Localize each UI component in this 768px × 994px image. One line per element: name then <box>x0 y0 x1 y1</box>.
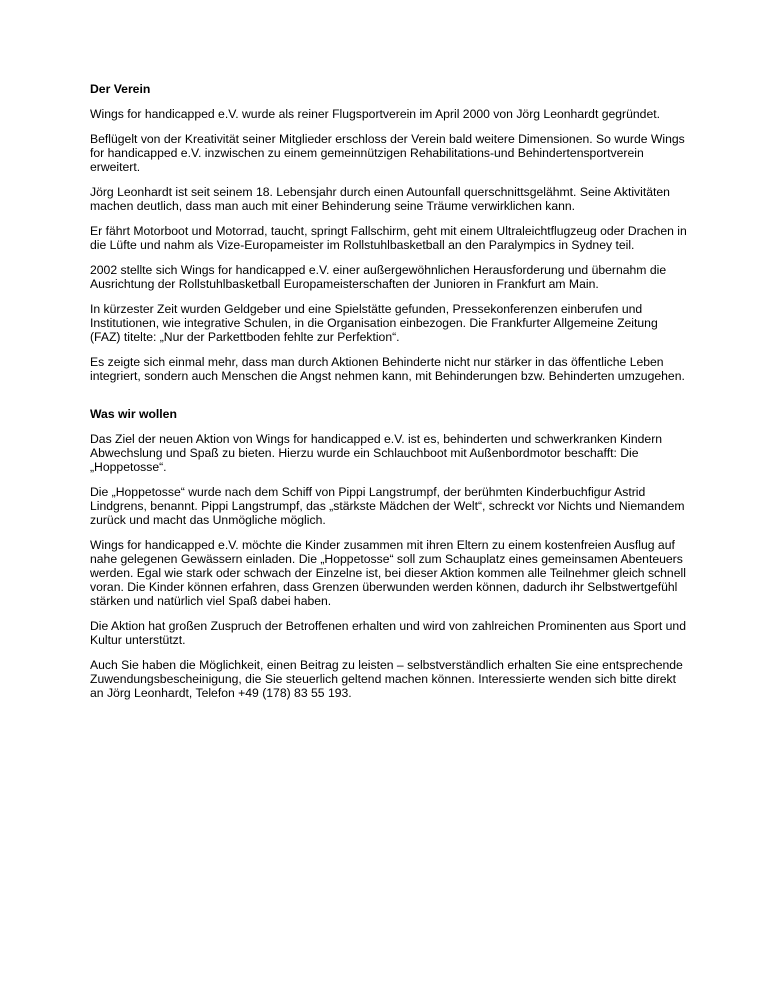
paragraph: Wings for handicapped e.V. wurde als reiner Flugsportverein im April 2000 von Jörg Leonhardt gegründet. <box>90 107 660 121</box>
section-spacer <box>90 394 690 407</box>
paragraph: Er fährt Motorboot und Motorrad, taucht, springt Fallschirm, geht mit einem Ultraleichtflugzeug oder Drachen in die Lüfte und nahm als Vize-Europameister im Rollstuhlbasketball an den Paralympics in Sydney teil. <box>90 224 687 252</box>
paragraph: Jörg Leonhardt ist seit seinem 18. Lebensjahr durch einen Autounfall querschnittsgelähmt. Seine Aktivitäten machen deutlich, dass man auch mit einer Behinderung seine Träume verwirklichen kann. <box>90 185 670 213</box>
paragraph: Wings for handicapped e.V. möchte die Kinder zusammen mit ihren Eltern zu einem kostenfreien Ausflug auf nahe gelegenen Gewässern einladen. Die „Hoppetosse“ soll zum Schauplatz eines gemeinsamen Abenteuers werden. Egal wie stark oder schwach der Einzelne ist, bei dieser Aktion kommen alle Teilnehmer gleich schnell voran. Die Kinder können erfahren, dass Grenzen überwunden werden können, dadurch ihr Selbstwertgefühl stärken und natürlich viel Spaß dabei haben. <box>90 538 686 608</box>
paragraph: Das Ziel der neuen Aktion von Wings for handicapped e.V. ist es, behinderten und schwerkranken Kindern Abwechslung und Spaß zu bieten. Hierzu wurde ein Schlauchboot mit Außenbordmotor beschafft: Die „Hoppetosse“. <box>90 432 663 474</box>
paragraph: Die Aktion hat großen Zuspruch der Betroffenen erhalten und wird von zahlreichen Prominenten aus Sport und Kultur unterstützt. <box>90 619 686 647</box>
section-heading-der-verein: Der Verein <box>90 82 151 96</box>
paragraph: Es zeigte sich einmal mehr, dass man durch Aktionen Behinderte nicht nur stärker in das öffentliche Leben integriert, sondern auch Menschen die Angst nehmen kann, mit Behinderungen bzw. Behinderten umzugehen. <box>90 355 685 383</box>
paragraph: Beflügelt von der Kreativität seiner Mitglieder erschloss der Verein bald weitere Dimensionen. So wurde Wings for handicapped e.V. inzwischen zu einem gemeinnützigen Rehabilitations-und Behindertensportverein erweitert. <box>90 132 685 174</box>
section-heading-was-wir-wollen: Was wir wollen <box>90 407 177 421</box>
paragraph: Auch Sie haben die Möglichkeit, einen Beitrag zu leisten – selbstverständlich erhalten Sie eine entsprechende Zuwendungsbescheinigung, die Sie steuerlich geltend machen können. Interessierte wenden sich bitte direkt an Jörg Leonhardt, Telefon +49 (178) 83 55 193. <box>90 658 683 700</box>
document-page <box>90 82 690 711</box>
paragraph: In kürzester Zeit wurden Geldgeber und eine Spielstätte gefunden, Pressekonferenzen einberufen und Institutionen, wie integrative Schulen, in die Organisation einbezogen. Die Frankfurter Allgemeine Zeitung (FAZ) titelte: „Nur der Parkettboden fehlte zur Perfektion“. <box>90 302 658 344</box>
paragraph: 2002 stellte sich Wings for handicapped e.V. einer außergewöhnlichen Herausforderung und übernahm die Ausrichtung der Rollstuhlbasketball Europameisterschaften der Junioren in Frankfurt am Main. <box>90 263 667 291</box>
paragraph: Die „Hoppetosse“ wurde nach dem Schiff von Pippi Langstrumpf, der berühmten Kinderbuchfigur Astrid Lindgrens, benannt. Pippi Langstrumpf, das „stärkste Mädchen der Welt“, schreckt vor Nichts und Niemandem zurück und macht das Unmögliche möglich. <box>90 485 685 527</box>
